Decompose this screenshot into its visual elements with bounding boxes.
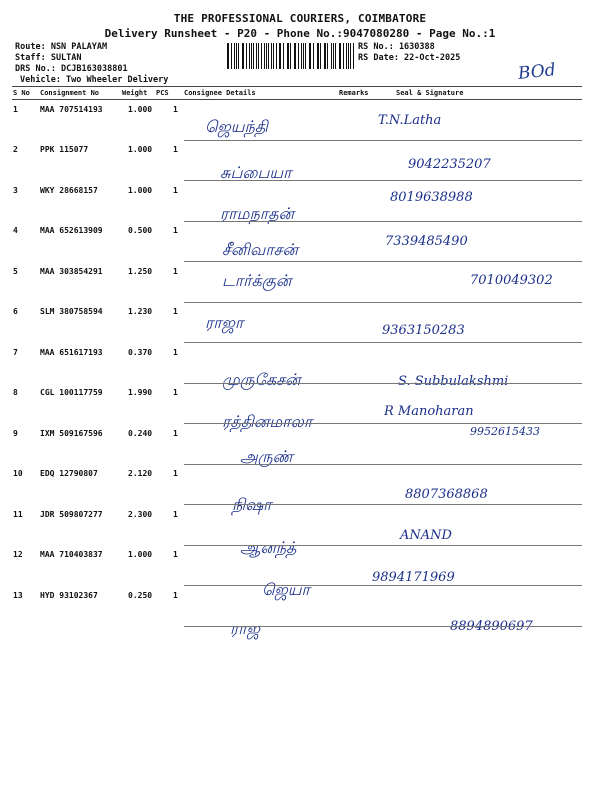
row-consignment: MAA 707514193 [40, 105, 103, 114]
table-row [0, 182, 600, 222]
row-remark: R Manoharan [384, 404, 474, 419]
col-pcs-header: PCS [156, 89, 169, 97]
row-remark: S. Subbulakshmi [398, 374, 509, 389]
col-sno-header: S No [13, 89, 30, 97]
row-consignee-signature: ராஜ [230, 619, 260, 638]
table-row [0, 384, 600, 431]
row-remark: 7010049302 [470, 273, 553, 288]
row-weight: 2.300 [128, 510, 153, 519]
row-signature-line [184, 342, 582, 343]
row-sno: 6 [13, 307, 18, 316]
row-remark: 9042235207 [408, 157, 491, 172]
row-consignment: CGL 100117759 [40, 388, 103, 397]
col-consignee-header: Consignee Details [184, 89, 256, 97]
col-weight-header: Weight [122, 89, 148, 97]
row-weight: 1.000 [128, 550, 153, 559]
barcode-bar [280, 43, 281, 69]
row-consignment: PPK 115077 [40, 145, 89, 154]
row-consignee-signature: ஜெயா [262, 580, 310, 599]
row-pcs: 1 [173, 186, 178, 195]
barcode-bar [333, 43, 334, 69]
row-consignment: MAA 303854291 [40, 267, 103, 276]
row-consignee-signature: ராமநாதன் [220, 204, 295, 223]
barcode-bar [238, 43, 239, 69]
row-consignment: MAA 651617193 [40, 348, 103, 357]
row-consignee-signature: சுப்பையா [220, 163, 292, 182]
row-weight: 1.000 [128, 105, 153, 114]
table-row [0, 141, 600, 181]
row-consignment: IXM 509167596 [40, 429, 103, 438]
row-sno: 10 [13, 469, 23, 478]
row-sno: 13 [13, 591, 23, 600]
row-sno: 9 [13, 429, 18, 438]
row-pcs: 1 [173, 348, 178, 357]
table-row [0, 425, 600, 465]
row-pcs: 1 [173, 388, 178, 397]
barcode-bar [246, 43, 247, 69]
row-pcs: 1 [173, 591, 178, 600]
row-pcs: 1 [173, 307, 178, 316]
barcode-bar [298, 43, 299, 69]
barcode-bar [353, 43, 354, 69]
drs-text: DRS No.: DCJB163038801 [15, 64, 128, 74]
barcode-bar [346, 43, 347, 69]
row-weight: 1.230 [128, 307, 153, 316]
barcode-bar [303, 43, 304, 69]
row-consignee-signature: ஆனந்த் [240, 538, 297, 557]
table-row [0, 101, 600, 141]
row-remark: ANAND [400, 528, 452, 543]
row-consignment: SLM 380758594 [40, 307, 103, 316]
header-rule-bottom [12, 99, 582, 100]
row-pcs: 1 [173, 510, 178, 519]
row-weight: 0.370 [128, 348, 153, 357]
row-weight: 0.240 [128, 429, 153, 438]
row-consignment: EDQ 12790807 [40, 469, 98, 478]
row-consignee-signature: சீனிவாசன் [222, 240, 299, 259]
barcode-bar [320, 43, 321, 69]
route-text: Route: NSN PALAYAM [15, 42, 108, 52]
row-pcs: 1 [173, 550, 178, 559]
barcode-bar [273, 43, 274, 69]
row-sno: 5 [13, 267, 18, 276]
row-signature-line [184, 261, 582, 262]
row-consignee-signature: முருகேசன் [222, 370, 301, 389]
row-sno: 2 [13, 145, 18, 154]
row-weight: 1.000 [128, 145, 153, 154]
row-consignment: MAA 652613909 [40, 226, 103, 235]
table-row [0, 587, 600, 638]
row-remark: 8019638988 [390, 190, 473, 205]
row-pcs: 1 [173, 267, 178, 276]
row-remark: T.N.Latha [378, 113, 442, 128]
row-sno: 1 [13, 105, 18, 114]
row-consignee-signature: ராஜா [205, 313, 244, 332]
row-weight: 2.120 [128, 469, 153, 478]
barcode-bar [283, 43, 284, 69]
row-sno: 7 [13, 348, 18, 357]
barcode-bar [327, 43, 328, 69]
row-pcs: 1 [173, 145, 178, 154]
sheet-subtitle: Delivery Runsheet - P20 - Phone No.:9047080280 - Page No.:1 [104, 27, 496, 40]
barcode-bar [268, 43, 269, 69]
row-remark: 8894890697 [450, 619, 533, 634]
table-row [0, 263, 600, 303]
barcode-bar [290, 43, 291, 69]
table-row [0, 222, 600, 262]
row-remark: 9363150283 [382, 323, 465, 338]
sheet-title: THE PROFESSIONAL COURIERS, COIMBATORE [173, 12, 427, 25]
row-weight: 1.250 [128, 267, 153, 276]
vehicle-text: Vehicle: Two Wheeler Delivery [20, 75, 169, 85]
rs-date: RS Date: 22-Oct-2025 [358, 53, 461, 63]
row-weight: 1.990 [128, 388, 153, 397]
row-consignee-signature: அருண் [240, 447, 293, 466]
row-consignee-signature: ஜெயந்தி [205, 117, 268, 136]
row-consignment: HYD 93102367 [40, 591, 98, 600]
row-signature-line [184, 423, 582, 424]
row-pcs: 1 [173, 226, 178, 235]
row-remark: 8807368868 [405, 487, 488, 502]
barcode [227, 43, 355, 69]
col-seal-header: Seal & Signature [396, 89, 464, 97]
barcode-bar [261, 43, 262, 69]
row-signature-line [184, 180, 582, 181]
row-signature-line [184, 626, 582, 627]
row-weight: 0.500 [128, 226, 153, 235]
row-remark: 9952615433 [470, 425, 540, 438]
row-remark: 7339485490 [385, 234, 468, 249]
row-consignment: MAA 710403837 [40, 550, 103, 559]
table-row [0, 344, 600, 389]
row-signature-line [184, 585, 582, 586]
row-weight: 0.250 [128, 591, 153, 600]
barcode-bar [231, 43, 232, 69]
row-signature-line [184, 504, 582, 505]
col-consignment-header: Consignment No [40, 89, 100, 97]
row-remark: 9894171969 [372, 570, 455, 585]
barcode-bar [340, 43, 341, 69]
row-consignee-signature: ரத்தினமாலா [222, 412, 313, 431]
row-consignee-signature: டார்க்குன் [222, 271, 292, 290]
row-pcs: 1 [173, 469, 178, 478]
barcode-bar [310, 43, 311, 69]
row-consignment: WKY 28668157 [40, 186, 98, 195]
row-sno: 12 [13, 550, 23, 559]
rs-number: RS No.: 1630388 [358, 42, 435, 52]
header-rule-top [12, 86, 582, 87]
table-row [0, 303, 600, 343]
col-remarks-header: Remarks [339, 89, 369, 97]
row-sno: 4 [13, 226, 18, 235]
row-sno: 8 [13, 388, 18, 397]
row-weight: 1.000 [128, 186, 153, 195]
row-sno: 11 [13, 510, 23, 519]
table-row [0, 465, 600, 514]
row-sno: 3 [13, 186, 18, 195]
bod-handwritten-mark: BOd [517, 60, 557, 84]
row-pcs: 1 [173, 105, 178, 114]
barcode-bar [243, 43, 244, 69]
row-consignment: JDR 509807277 [40, 510, 103, 519]
barcode-bar [256, 43, 257, 69]
barcode-bar [313, 43, 314, 69]
staff-text: Staff: SULTAN [15, 53, 82, 63]
row-consignee-signature: நிஷா [232, 495, 272, 514]
row-pcs: 1 [173, 429, 178, 438]
